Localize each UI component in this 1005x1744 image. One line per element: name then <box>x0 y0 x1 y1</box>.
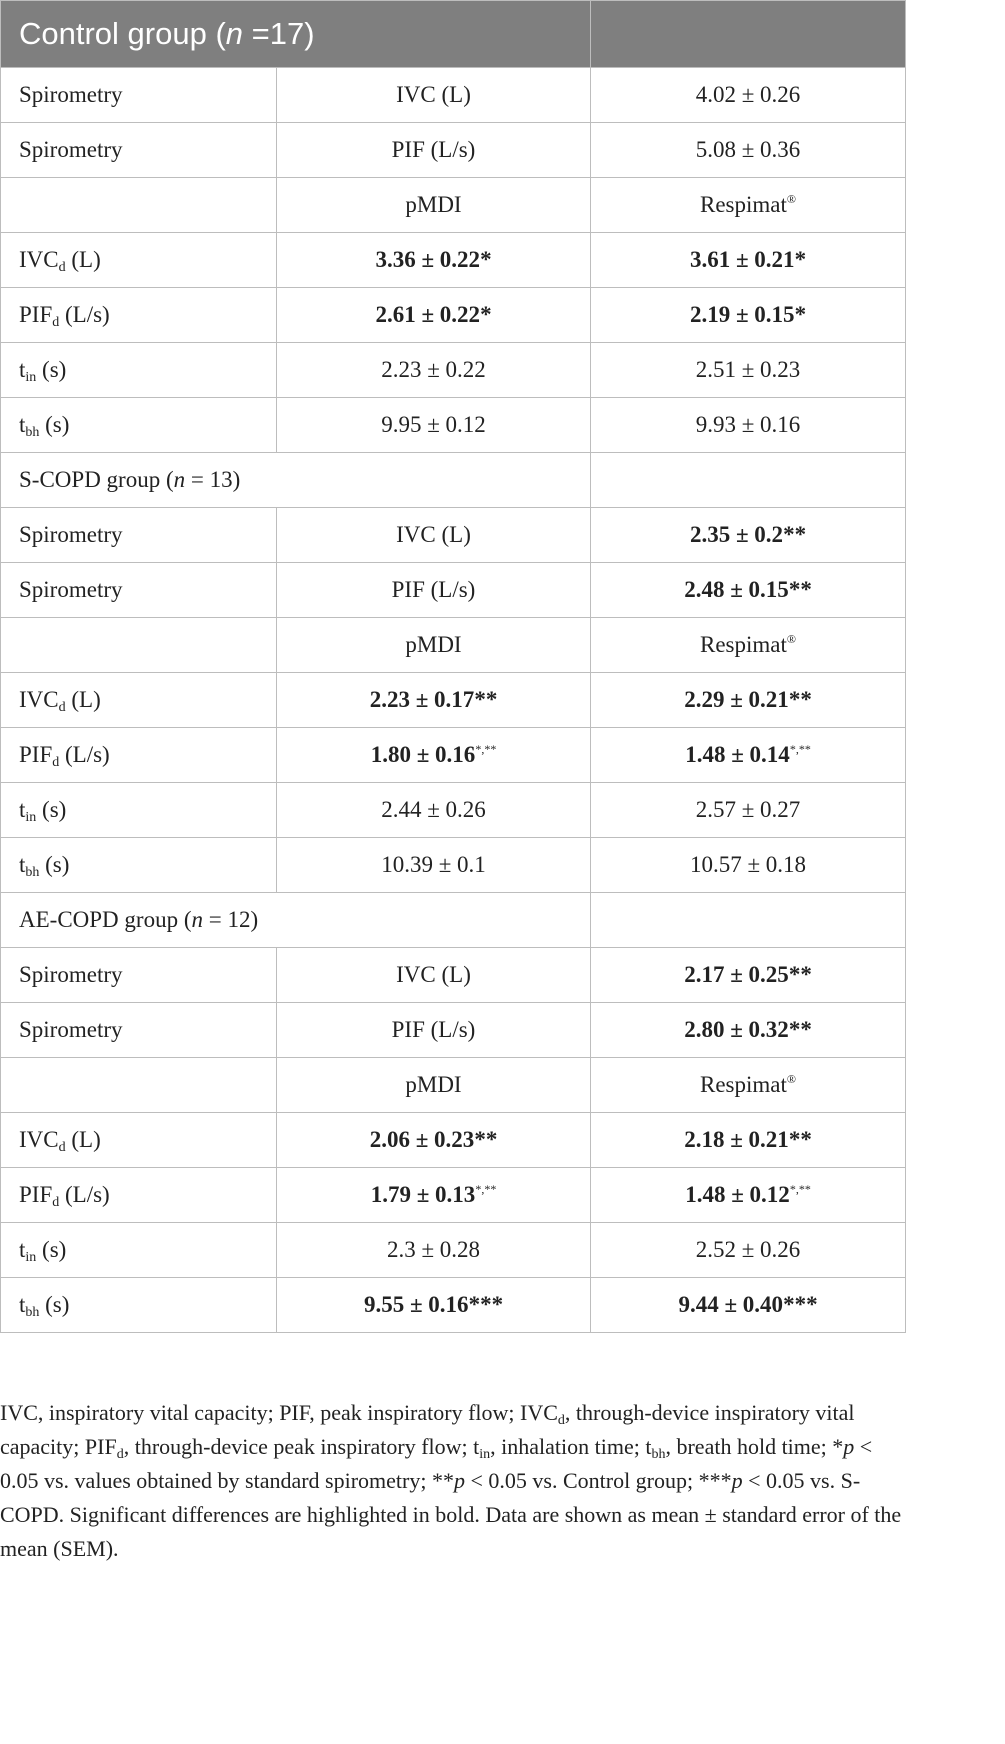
row-label: Spirometry <box>1 1003 277 1058</box>
value-cell <box>277 1278 591 1333</box>
group-suffix: = 12) <box>203 907 259 932</box>
label-sub: in <box>25 1250 37 1265</box>
label-unit: (s) <box>39 852 70 877</box>
row-label: Spirometry <box>1 948 277 1003</box>
footnote-sub: d <box>116 1447 124 1462</box>
label-sub: bh <box>25 1305 40 1320</box>
value-cell <box>591 1278 906 1333</box>
label-unit: (L) <box>65 687 101 712</box>
value-cell: 9.95 ± 0.12 <box>277 398 591 453</box>
value-cell <box>591 1003 906 1058</box>
table-row <box>1 1278 906 1333</box>
group-label-aecopd <box>1 893 591 948</box>
label-sub: d <box>52 755 60 770</box>
row-label <box>1 343 277 398</box>
device-respimat <box>591 1058 906 1113</box>
value-cell: 4.02 ± 0.26 <box>591 68 906 123</box>
label-sub: in <box>25 370 37 385</box>
sig-marker: *,** <box>475 1182 497 1196</box>
device-header-row <box>1 618 906 673</box>
label-unit: (s) <box>39 412 70 437</box>
value-cell: 2.51 ± 0.23 <box>591 343 906 398</box>
table-row <box>1 68 906 123</box>
param-cell: PIF (L/s) <box>277 563 591 618</box>
label-base: PIF <box>19 302 53 327</box>
label-unit: (L/s) <box>59 302 110 327</box>
label-base: t <box>19 1237 26 1262</box>
value-cell <box>591 233 906 288</box>
footnote-text: < 0.05 vs. Control group; *** <box>464 1468 732 1493</box>
table-row <box>1 508 906 563</box>
value-cell: 2.52 ± 0.26 <box>591 1223 906 1278</box>
row-label <box>1 1223 277 1278</box>
value-cell: 9.93 ± 0.16 <box>591 398 906 453</box>
footnote-p: p <box>731 1468 743 1493</box>
param-cell: IVC (L) <box>277 68 591 123</box>
value-cell: 2.57 ± 0.27 <box>591 783 906 838</box>
row-label <box>1 1278 277 1333</box>
table-row <box>1 398 906 453</box>
sig-marker: ** <box>788 687 812 712</box>
value-cell: 2.44 ± 0.26 <box>277 783 591 838</box>
value-text: 2.48 ± 0.15 <box>684 577 789 602</box>
label-base: PIF <box>19 742 53 767</box>
group-n: n <box>173 467 186 492</box>
value-text: 2.17 ± 0.25 <box>684 962 789 987</box>
table-row <box>1 343 906 398</box>
table-row <box>1 1223 906 1278</box>
sig-marker: ** <box>783 522 807 547</box>
sig-marker: * <box>794 247 807 272</box>
empty-cell <box>1 1058 277 1113</box>
row-label <box>1 398 277 453</box>
label-sub: bh <box>25 865 40 880</box>
group-header-row <box>1 453 906 508</box>
value-cell <box>591 728 906 783</box>
sig-marker: ** <box>474 1127 498 1152</box>
group-n: n <box>191 907 203 932</box>
row-label: Spirometry <box>1 508 277 563</box>
sig-marker: * <box>794 302 807 327</box>
row-label <box>1 728 277 783</box>
label-unit: (L) <box>65 247 101 272</box>
label-base: t <box>19 357 26 382</box>
value-cell <box>591 673 906 728</box>
value-text: 9.55 ± 0.16 <box>363 1292 469 1317</box>
table-row <box>1 783 906 838</box>
label-unit: (s) <box>36 797 67 822</box>
value-cell <box>591 1168 906 1223</box>
value-cell: 2.23 ± 0.22 <box>277 343 591 398</box>
value-text: 2.80 ± 0.32 <box>684 1017 789 1042</box>
value-text: 1.48 ± 0.14 <box>685 742 790 767</box>
device-pmdi: pMDI <box>277 1058 591 1113</box>
value-cell <box>277 673 591 728</box>
value-text: 3.61 ± 0.21 <box>689 247 795 272</box>
value-cell: 10.39 ± 0.1 <box>277 838 591 893</box>
footnote-p: p <box>843 1434 855 1459</box>
sig-marker: * <box>480 247 492 272</box>
group-header-row <box>1 893 906 948</box>
footnote-text: IVC, inspiratory vital capacity; PIF, peak inspiratory flow; IVC <box>0 1400 558 1425</box>
value-cell <box>591 508 906 563</box>
device-respimat-label: Respimat <box>699 632 787 657</box>
registered-mark: ® <box>786 632 796 646</box>
label-sub: d <box>52 315 60 330</box>
param-cell: PIF (L/s) <box>277 1003 591 1058</box>
device-header-row <box>1 178 906 233</box>
label-sub: bh <box>25 425 40 440</box>
group-suffix: = 13) <box>185 467 241 492</box>
label-base: IVC <box>19 1127 59 1152</box>
footnote-text: < 0.05 vs. S-COPD. Significant differences are highlighted in bold. Data are shown as mean ± standard error of the mean (SEM). <box>0 1468 902 1561</box>
row-label: Spirometry <box>1 68 277 123</box>
header-empty-cell <box>591 1 906 68</box>
sig-marker: *,** <box>789 742 811 756</box>
value-cell <box>277 233 591 288</box>
value-text: 2.61 ± 0.22 <box>375 302 481 327</box>
table-row <box>1 838 906 893</box>
value-text: 1.48 ± 0.12 <box>685 1182 790 1207</box>
sig-marker: *** <box>783 1292 818 1317</box>
sig-marker: *,** <box>789 1182 811 1196</box>
value-cell: 10.57 ± 0.18 <box>591 838 906 893</box>
value-text: 1.80 ± 0.16 <box>370 742 476 767</box>
label-unit: (L/s) <box>59 742 110 767</box>
value-cell <box>277 288 591 343</box>
table-footnote <box>0 1396 905 1566</box>
label-sub: d <box>58 260 66 275</box>
value-text: 1.79 ± 0.13 <box>370 1182 476 1207</box>
footnote-text: , through-device inspiratory vital capacity; PIF <box>0 1400 855 1459</box>
group-label-scopd <box>1 453 591 508</box>
row-label <box>1 783 277 838</box>
label-unit: (L/s) <box>59 1182 110 1207</box>
footnote-sub: d <box>557 1413 565 1428</box>
value-cell: 5.08 ± 0.36 <box>591 123 906 178</box>
device-respimat <box>591 178 906 233</box>
table-title <box>1 1 591 68</box>
value-text: 2.29 ± 0.21 <box>684 687 789 712</box>
table-row <box>1 948 906 1003</box>
label-base: PIF <box>19 1182 53 1207</box>
sig-marker: ** <box>788 962 812 987</box>
device-respimat <box>591 618 906 673</box>
row-label <box>1 673 277 728</box>
label-base: IVC <box>19 247 59 272</box>
empty-cell <box>591 453 906 508</box>
row-label <box>1 838 277 893</box>
value-cell <box>277 1113 591 1168</box>
device-pmdi: pMDI <box>277 178 591 233</box>
table-row <box>1 288 906 343</box>
footnote-p: p <box>453 1468 465 1493</box>
label-unit: (s) <box>36 1237 67 1262</box>
group-prefix: S-COPD group ( <box>19 467 174 492</box>
value-cell <box>591 1113 906 1168</box>
sig-marker: ** <box>788 1017 812 1042</box>
table-row <box>1 728 906 783</box>
device-header-row <box>1 1058 906 1113</box>
row-label <box>1 1168 277 1223</box>
title-n: n <box>225 16 244 51</box>
label-base: t <box>19 852 26 877</box>
value-text: 2.06 ± 0.23 <box>369 1127 475 1152</box>
footnote-text: , inhalation time; t <box>490 1434 652 1459</box>
footnote-sub: bh <box>651 1447 666 1462</box>
group-prefix: AE-COPD group ( <box>19 907 192 932</box>
title-prefix: Control group ( <box>19 16 226 51</box>
table-row <box>1 123 906 178</box>
footnote-text: < 0.05 vs. values obtained by standard spirometry; ** <box>0 1434 873 1493</box>
sig-marker: *,** <box>475 742 497 756</box>
value-cell <box>591 563 906 618</box>
label-base: IVC <box>19 687 59 712</box>
value-text: 2.18 ± 0.21 <box>684 1127 789 1152</box>
value-cell <box>591 288 906 343</box>
table-row <box>1 1168 906 1223</box>
footnote-text: , through-device peak inspiratory flow; t <box>123 1434 480 1459</box>
value-text: 3.36 ± 0.22 <box>375 247 481 272</box>
row-label <box>1 1113 277 1168</box>
empty-cell <box>1 178 277 233</box>
empty-cell <box>591 893 906 948</box>
footnote-text: , breath hold time; * <box>665 1434 844 1459</box>
row-label: Spirometry <box>1 123 277 178</box>
label-base: t <box>19 412 26 437</box>
sig-marker: * <box>480 302 492 327</box>
table-row <box>1 1003 906 1058</box>
value-cell <box>277 1168 591 1223</box>
label-unit: (L) <box>65 1127 101 1152</box>
row-label <box>1 288 277 343</box>
table-row <box>1 563 906 618</box>
table-row <box>1 673 906 728</box>
label-unit: (s) <box>39 1292 70 1317</box>
sig-marker: ** <box>474 687 498 712</box>
sig-marker: *** <box>468 1292 504 1317</box>
title-suffix: =17) <box>243 16 315 51</box>
label-base: t <box>19 1292 26 1317</box>
row-label: Spirometry <box>1 563 277 618</box>
empty-cell <box>1 618 277 673</box>
value-text: 2.23 ± 0.17 <box>369 687 475 712</box>
table-row <box>1 233 906 288</box>
value-cell <box>277 728 591 783</box>
sig-marker: ** <box>788 1127 812 1152</box>
device-respimat-label: Respimat <box>699 192 787 217</box>
value-text: 2.35 ± 0.2 <box>689 522 784 547</box>
label-sub: d <box>58 1140 66 1155</box>
registered-mark: ® <box>786 1072 796 1086</box>
param-cell: IVC (L) <box>277 948 591 1003</box>
sig-marker: ** <box>788 577 812 602</box>
param-cell: PIF (L/s) <box>277 123 591 178</box>
value-text: 2.19 ± 0.15 <box>689 302 795 327</box>
registered-mark: ® <box>786 192 796 206</box>
label-unit: (s) <box>36 357 67 382</box>
label-sub: d <box>58 700 66 715</box>
label-sub: in <box>25 810 37 825</box>
device-respimat-label: Respimat <box>699 1072 787 1097</box>
device-pmdi: pMDI <box>277 618 591 673</box>
value-cell <box>591 948 906 1003</box>
param-cell: IVC (L) <box>277 508 591 563</box>
value-text: 9.44 ± 0.40 <box>678 1292 784 1317</box>
value-cell: 2.3 ± 0.28 <box>277 1223 591 1278</box>
label-sub: d <box>52 1195 60 1210</box>
row-label <box>1 233 277 288</box>
table-header-row <box>1 1 906 68</box>
footnote-sub: in <box>479 1447 491 1462</box>
label-base: t <box>19 797 26 822</box>
table-row <box>1 1113 906 1168</box>
